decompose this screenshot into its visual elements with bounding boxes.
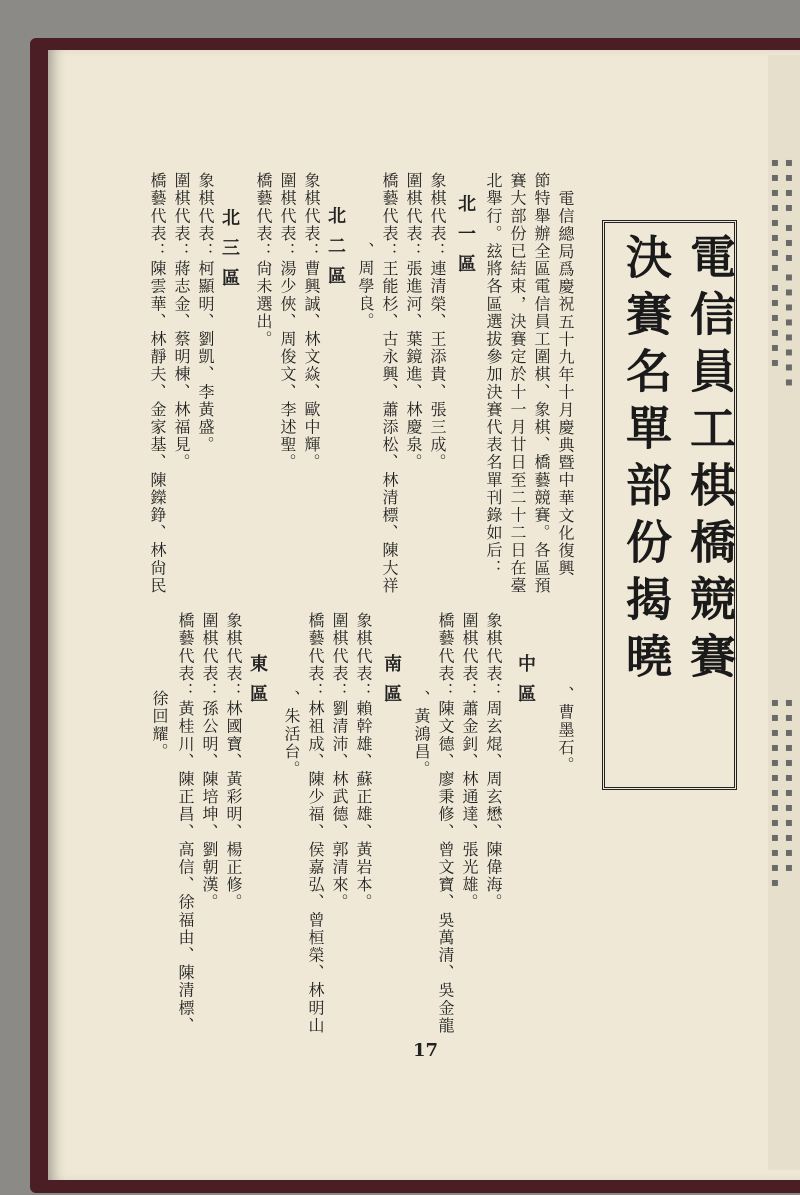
south-line-1: 象棋代表：賴幹雄、蘇正雄、黃岩本。: [354, 612, 373, 912]
east-line-1: 象棋代表：林國寶、黃彩明、楊正修。: [224, 612, 243, 912]
adjacent-page-bleed: ▪▪▪▪▪▪▪▪ ▪▪▪▪▪▪: [768, 155, 782, 370]
headline-box: [602, 220, 737, 790]
east-line-3: 橋藝代表：黃桂川、陳正昌、高信、徐福由、陳清標、: [176, 612, 195, 1035]
north3-line-1: 象棋代表：柯顯明、劉凱、李黃盛。: [196, 172, 215, 454]
south-line-4: 、朱活台。: [282, 690, 301, 778]
adjacent-page-edge: [768, 55, 800, 1170]
north2-line-3: 橋藝代表：尙未選出。: [254, 172, 273, 348]
central-line-1: 象棋代表：周玄焜、周玄懋、陳偉海。: [484, 612, 503, 912]
east-line-2: 圍棋代表：孫公明、陳培坤、劉朝漢。: [200, 612, 219, 912]
region-heading-south: 南區: [381, 654, 402, 714]
region-heading-central: 中區: [515, 654, 536, 714]
north1-line-1: 象棋代表：連清榮、王添貴、張三成。: [428, 172, 447, 472]
intro-line-2: 節特舉辦全區電信員工圍棋、象棋、橋藝競賽。各區預: [532, 172, 551, 595]
region-heading-east: 東區: [247, 654, 268, 714]
intro-continuation: 、曹墨石。: [556, 686, 575, 774]
region-heading-north1: 北一區: [455, 194, 476, 284]
north3-line-2: 圍棋代表：蔣志金、蔡明棟、林福見。: [172, 172, 191, 472]
north1-line-3: 橋藝代表：王能杉、古永興、蕭添松、林清標、陳大祥: [380, 172, 399, 595]
region-heading-north2: 北二區: [325, 206, 346, 296]
adjacent-page-bleed: ▪▪▪▪▪▪▪▪▪▪▪▪▪: [768, 695, 782, 890]
adjacent-page-bleed: ▪▪▪▪▪▪▪▪▪▪▪▪: [782, 695, 796, 875]
intro-line-3: 賽大部份已結束，決賽定於十一月廿日至二十二日在臺: [508, 172, 527, 595]
region-heading-north3: 北三區: [219, 208, 240, 298]
north2-line-2: 圍棋代表：湯少俠、周俊文、李述聖。: [278, 172, 297, 472]
intro-line-4: 北舉行。玆將各區選拔參加決賽代表名單刊錄如后：: [484, 172, 503, 577]
headline-line-2: 決賽名單部份揭曉: [619, 233, 673, 689]
east-line-4: 徐回耀。: [150, 690, 169, 761]
south-line-2: 圍棋代表：劉清沛、林武德、郭清來。: [330, 612, 349, 912]
north2-line-1: 象棋代表：曹興誠、林文焱、歐中輝。: [302, 172, 321, 472]
north1-line-4: 、周學良。: [356, 242, 375, 330]
adjacent-page-bleed: ▪▪▪▪ ▪▪▪ ▪▪▪▪▪▪▪▪: [782, 155, 796, 390]
central-line-3: 橋藝代表：陳文德、廖秉修、曾文寶、吳萬清、吳金龍: [436, 612, 455, 1035]
north1-line-2: 圍棋代表：張進河、葉鏡進、林慶泉。: [404, 172, 423, 472]
central-line-2: 圍棋代表：蕭金釗、林通達、張光雄。: [460, 612, 479, 912]
central-line-4: 、黃鴻昌。: [412, 690, 431, 778]
south-line-3: 橋藝代表：林祖成、陳少福、侯嘉弘、曾桓榮、林明山: [306, 612, 325, 1035]
headline-line-1: 電信員工棋橋競賽: [683, 233, 737, 689]
page-number: 17: [413, 1040, 439, 1061]
north3-line-3: 橋藝代表：陳雲華、林靜夫、金家基、陳鑅錚、林尙民: [148, 172, 167, 595]
intro-line-1: 電信總局爲慶祝五十九年十月慶典暨中華文化復興: [556, 190, 575, 578]
